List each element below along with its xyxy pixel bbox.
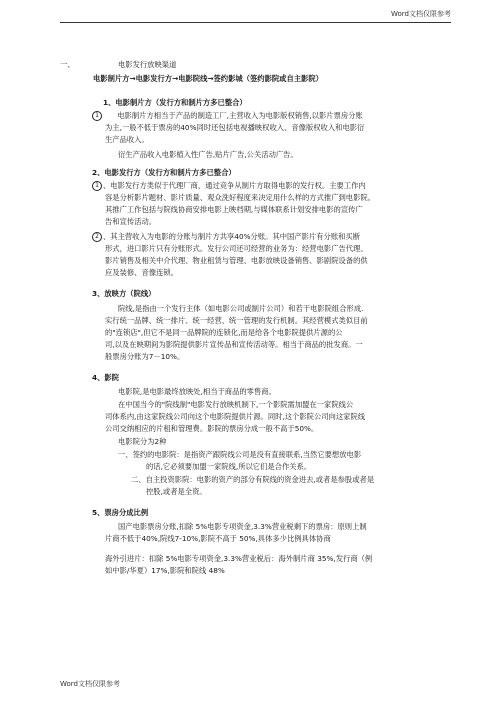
list-item: 一、签约的电影院：是指资产跟院线公司是没有直接联系,当然它要想放电影 — [118, 450, 362, 459]
text-line: 、电影发行方类似于代理厂商，通过竞争从制片方取得电影的发行权。主要工作内 — [103, 181, 366, 190]
text-line: 院线,是指由一个发行主体（如电影公司或制片公司）和若干电影院组合形成. — [118, 304, 364, 313]
text-line: 容是分析影片题材、影片质量、观众洗好程度来决定用什么样的方式推广到电影院。 — [105, 193, 375, 202]
text-line: 司,以及在映期间为影院提供影片宣传品和宣传活动等。相当于商品的批发商。一 — [105, 340, 363, 349]
page-header-text: Word文档仅限参考 — [391, 10, 451, 18]
text-line: 在中国当今的"院线制"电影发行放映机制下,一个影院需加盟在一家院线公 — [118, 400, 354, 409]
text-line: 电影院,是电影最终放映处,相当于商品的零售商。 — [118, 387, 276, 396]
text-line: 般票房分账为7－10%。 — [105, 352, 185, 361]
text-line: 司体系内,由这家院线公司向这个电影院提供片源。同时,这个影院公司向这家院线 — [105, 412, 366, 421]
distribution-chain: 电影制片方→电影发行方→电影院线→签约影城（签约影院或自主影院） — [93, 74, 323, 83]
text-line: 海外引进片：扣除 5%电影专项资金,3.3%营业税后：海外制片商 35%,发行商（例 — [105, 554, 373, 563]
paragraph-line — [92, 181, 366, 191]
paragraph-line — [92, 232, 360, 242]
text-line: 影片销售及相关中介代理、物业租赁与管理、电影放映设备销售、影剧院设备的供 — [105, 256, 368, 265]
text-line: 其推广工作包括与院线协商安排电影上映档期,与媒体联系计划安排电影的宣传广 — [105, 205, 363, 214]
heading-exhibitor: 3、放映方（院线） — [92, 289, 156, 298]
text-line: 电影制片方相当于产品的制造工厂,主营收入为电影版权销售,以影片票房分账 — [117, 111, 363, 120]
page-footer-text: Word文档仅限参考 — [60, 680, 120, 688]
text-line: 、其主营收入为电影的分账与制片方共享40%分账。其中国产影片有分账和买断 — [103, 232, 361, 241]
text-line: 实行统一品牌、统一排片、统一经营、统一管理的发行机制。其经营模式类似目前 — [105, 316, 368, 325]
text-line: 国产电影票房分账,扣除 5%电影专项资金,3.3%营业税剩下的票房：原则上制 — [118, 522, 367, 531]
paragraph-line — [92, 111, 363, 121]
text-line: 为主,一般不低于票房的40%同时还包括电视播映权收入、音像版权收入和电影衍 — [105, 123, 365, 132]
list-item-continuation: 的话,它必须要加盟一家院线,所以它们是合作关系。 — [146, 462, 312, 471]
section-number: 一、 — [60, 60, 75, 69]
section-title: 电影发行放映渠道 — [118, 60, 177, 69]
heading-distributor: 2、电影发行方（发行方和制片方多已整合） — [92, 168, 236, 177]
circled-number-marker: 2 — [92, 232, 102, 242]
list-item-continuation: 控股,或者是全资。 — [146, 487, 207, 496]
heading-revenue-share: 5、票房分成比例 — [92, 508, 149, 517]
text-line: 电影院分为2种 — [118, 437, 167, 446]
text-line: 片商不低于40%,院线7-10%,影院不高于 50%,具体多少比例具体协商 — [105, 534, 331, 543]
text-line: 如中影/华夏）17%,影院和院线 48% — [105, 566, 225, 575]
heading-cinema: 4、影院 — [92, 373, 119, 382]
text-line: 告和宣传活动。 — [105, 217, 157, 226]
text-line: 公司交纳相应的片租和管理费。影院的票房分成一般不高于50%。 — [105, 424, 319, 433]
text-line: 形式，进口影片只有分账形式。发行公司还可经营的业务为：经营电影广告代理、 — [105, 244, 368, 253]
heading-producer: 1、电影制片方（发行方和制片方多已整合） — [103, 98, 247, 107]
text-line: 应及装修、音像连锁。 — [105, 268, 178, 277]
text-line: 衍生产品收入电影植入性广告,贴片广告,公关活动广告。 — [118, 150, 298, 159]
circled-number-marker: 1 — [92, 181, 102, 191]
text-line: 生产品收入。 — [105, 135, 149, 144]
list-item: 二、自主投资影院：电影的资产的部分有院线的资金进去,或者是参股或者是 — [131, 475, 375, 484]
text-line: 的"连锁店",但它不是同一品牌院的连锁化,而是给各个电影院提供片源的公 — [105, 328, 343, 337]
circled-number-marker: 1 — [92, 111, 102, 121]
